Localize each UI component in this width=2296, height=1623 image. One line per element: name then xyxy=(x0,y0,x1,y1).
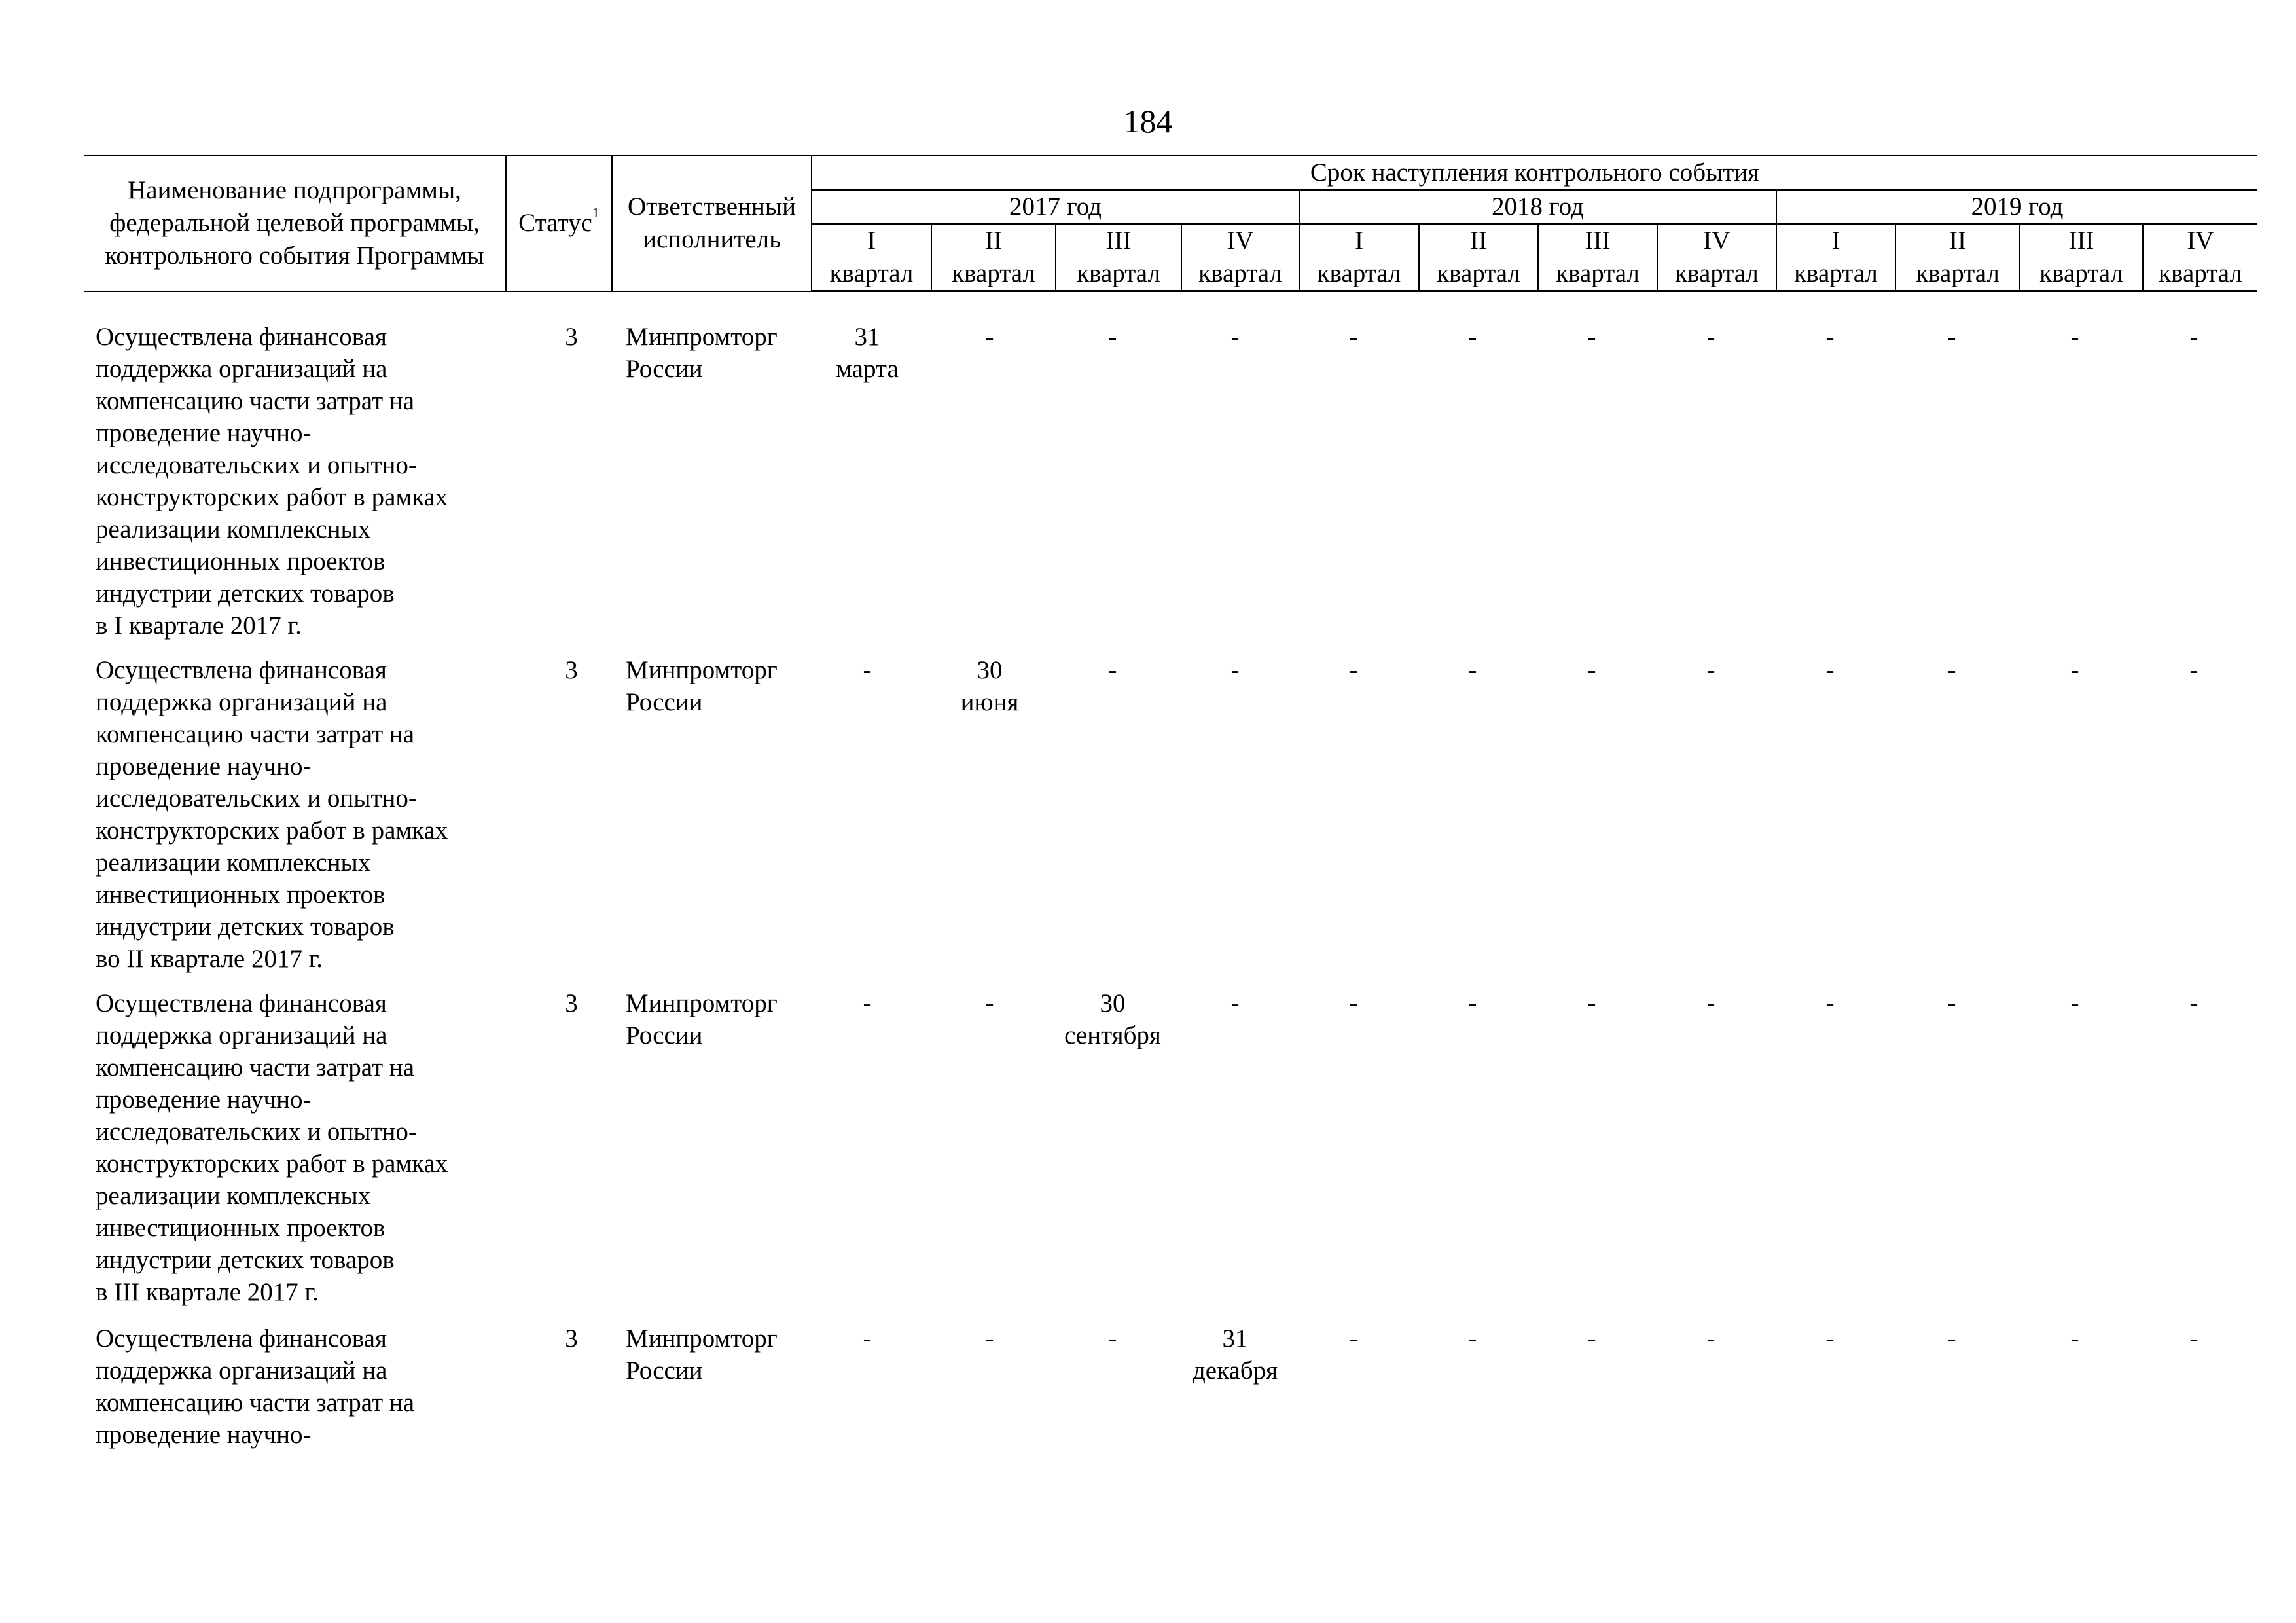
event-status: 3 xyxy=(565,989,578,1017)
quarter-numeral: III xyxy=(1105,227,1132,255)
quarter-deadline-cell: - xyxy=(1468,1324,1477,1353)
quarter-word: квартал xyxy=(952,259,1035,287)
quarter-word: квартал xyxy=(1916,259,2000,287)
quarter-deadline-cell: - xyxy=(2070,1324,2079,1353)
event-responsible: Минпромторг России xyxy=(626,656,778,716)
header-quarter-8 xyxy=(1657,224,1776,291)
quarter-numeral: I xyxy=(867,227,876,255)
quarter-word: квартал xyxy=(1437,259,1520,287)
quarter-deadline-cell: - xyxy=(1108,1324,1117,1353)
quarter-numeral: II xyxy=(985,227,1002,255)
quarter-deadline-cell: - xyxy=(1230,989,1240,1017)
quarter-deadline-cell: - xyxy=(1825,656,1835,684)
event-responsible: Минпромторг России xyxy=(626,323,778,383)
page-number: 184 xyxy=(1123,103,1173,139)
quarter-deadline-cell: - xyxy=(1587,1324,1596,1353)
quarter-deadline-cell: - xyxy=(1587,656,1596,684)
quarter-deadline-cell: - xyxy=(1108,323,1117,351)
quarter-deadline-cell: - xyxy=(1706,656,1715,684)
quarter-deadline-cell: - xyxy=(985,323,994,351)
quarter-deadline-cell: - xyxy=(2070,656,2079,684)
quarter-deadline-cell: 31 декабря xyxy=(1192,1324,1278,1385)
quarter-word: квартал xyxy=(1794,259,1878,287)
event-name: Осуществлена финансовая поддержка организаций на компенсацию части затрат на проведение научно- xyxy=(96,1324,415,1449)
header-quarter-7 xyxy=(1538,224,1657,291)
quarter-deadline-cell: - xyxy=(863,1324,872,1353)
quarter-deadline-cell: - xyxy=(1825,1324,1835,1353)
quarter-word: квартал xyxy=(2039,259,2123,287)
quarter-word: квартал xyxy=(1077,259,1160,287)
quarter-deadline-cell: - xyxy=(1706,323,1715,351)
quarter-deadline-cell: 30 июня xyxy=(960,656,1019,716)
event-status: 3 xyxy=(565,1324,578,1353)
quarter-deadline-cell: - xyxy=(1230,323,1240,351)
header-responsible-column: Ответственный исполнитель xyxy=(612,156,812,291)
header-name-column: Наименование подпрограммы, федеральной целевой программы, контрольного события Программы xyxy=(84,156,506,291)
event-status: 3 xyxy=(565,323,578,351)
event-name: Осуществлена финансовая поддержка организаций на компенсацию части затрат на проведение научно- исследовательских и опытно- конструкторских работ в рамках реализации комплексных инвестиционных проектов индустрии детских товаров во II квартале 2017 г. xyxy=(96,656,448,973)
header-quarter-5 xyxy=(1299,224,1419,291)
quarter-deadline-cell: - xyxy=(985,1324,994,1353)
quarter-deadline-cell: - xyxy=(1706,989,1715,1017)
quarter-deadline-cell: - xyxy=(1587,323,1596,351)
quarter-numeral: I xyxy=(1355,227,1363,255)
quarter-deadline-cell: - xyxy=(1349,1324,1358,1353)
event-name: Осуществлена финансовая поддержка организаций на компенсацию части затрат на проведение научно- исследовательских и опытно- конструкторских работ в рамках реализации комплексных инвестиционных проектов индустрии детских товаров в I квартале 2017 г. xyxy=(96,323,448,640)
event-name: Осуществлена финансовая поддержка организаций на компенсацию части затрат на проведение научно- исследовательских и опытно- конструкторских работ в рамках реализации комплексных инвестиционных проектов индустрии детских товаров в III квартале 2017 г. xyxy=(96,989,448,1306)
quarter-deadline-cell: - xyxy=(1825,989,1835,1017)
header-year-2017: 2017 год xyxy=(812,190,1299,224)
quarter-deadline-cell: - xyxy=(1468,989,1477,1017)
quarter-deadline-cell: - xyxy=(863,656,872,684)
header-quarter-1 xyxy=(812,224,931,291)
header-quarter-4 xyxy=(1181,224,1299,291)
quarter-deadline-cell: - xyxy=(1349,323,1358,351)
quarter-deadline-cell: - xyxy=(2070,989,2079,1017)
quarter-deadline-cell: - xyxy=(1706,1324,1715,1353)
quarter-deadline-cell: - xyxy=(2189,989,2198,1017)
quarter-word: квартал xyxy=(1675,259,1759,287)
schedule-table-header xyxy=(84,155,2257,292)
quarter-numeral: III xyxy=(1585,227,1611,255)
quarter-numeral: IV xyxy=(2187,227,2214,255)
quarter-deadline-cell: - xyxy=(1108,656,1117,684)
quarter-deadline-cell: - xyxy=(1349,989,1358,1017)
quarter-numeral: I xyxy=(1831,227,1840,255)
header-deadline-group: Срок наступления контрольного события xyxy=(812,156,2257,191)
header-quarter-10 xyxy=(1895,224,2020,291)
header-quarter-12 xyxy=(2143,224,2257,291)
quarter-deadline-cell: - xyxy=(1947,1324,1956,1353)
quarter-deadline-cell: - xyxy=(1468,656,1477,684)
quarter-numeral: IV xyxy=(1227,227,1254,255)
quarter-deadline-cell: - xyxy=(1947,656,1956,684)
quarter-deadline-cell: - xyxy=(1230,656,1240,684)
status-footnote-mark: 1 xyxy=(592,204,600,221)
quarter-word: квартал xyxy=(2159,259,2242,287)
quarter-word: квартал xyxy=(1198,259,1282,287)
event-responsible: Минпромторг России xyxy=(626,1324,778,1385)
quarter-deadline-cell: - xyxy=(863,989,872,1017)
event-status: 3 xyxy=(565,656,578,684)
header-quarter-3 xyxy=(1056,224,1181,291)
quarter-deadline-cell: - xyxy=(2189,1324,2198,1353)
quarter-word: квартал xyxy=(1317,259,1401,287)
header-status-column xyxy=(506,156,612,291)
quarter-deadline-cell: - xyxy=(2189,656,2198,684)
quarter-numeral: IV xyxy=(1703,227,1731,255)
header-year-2018: 2018 год xyxy=(1299,190,1776,224)
quarter-deadline-cell: - xyxy=(1825,323,1835,351)
header-quarter-9 xyxy=(1776,224,1895,291)
quarter-deadline-cell: 31 марта xyxy=(836,323,899,383)
quarter-word: квартал xyxy=(829,259,914,287)
quarter-deadline-cell: - xyxy=(2189,323,2198,351)
header-quarter-2 xyxy=(931,224,1056,291)
header-year-2019: 2019 год xyxy=(1776,190,2257,224)
quarter-numeral: II xyxy=(1470,227,1487,255)
quarter-deadline-cell: - xyxy=(1349,656,1358,684)
quarter-deadline-cell: 30 сентября xyxy=(1064,989,1161,1049)
event-responsible: Минпромторг России xyxy=(626,989,778,1049)
quarter-numeral: III xyxy=(2068,227,2094,255)
header-quarter-11 xyxy=(2020,224,2143,291)
quarter-deadline-cell: - xyxy=(985,989,994,1017)
header-quarter-6 xyxy=(1419,224,1538,291)
quarter-deadline-cell: - xyxy=(1947,323,1956,351)
header-status-label: Статус xyxy=(518,209,592,238)
quarter-deadline-cell: - xyxy=(1947,989,1956,1017)
quarter-word: квартал xyxy=(1556,259,1640,287)
quarter-deadline-cell: - xyxy=(1468,323,1477,351)
quarter-deadline-cell: - xyxy=(2070,323,2079,351)
quarter-numeral: II xyxy=(1949,227,1966,255)
quarter-deadline-cell: - xyxy=(1587,989,1596,1017)
